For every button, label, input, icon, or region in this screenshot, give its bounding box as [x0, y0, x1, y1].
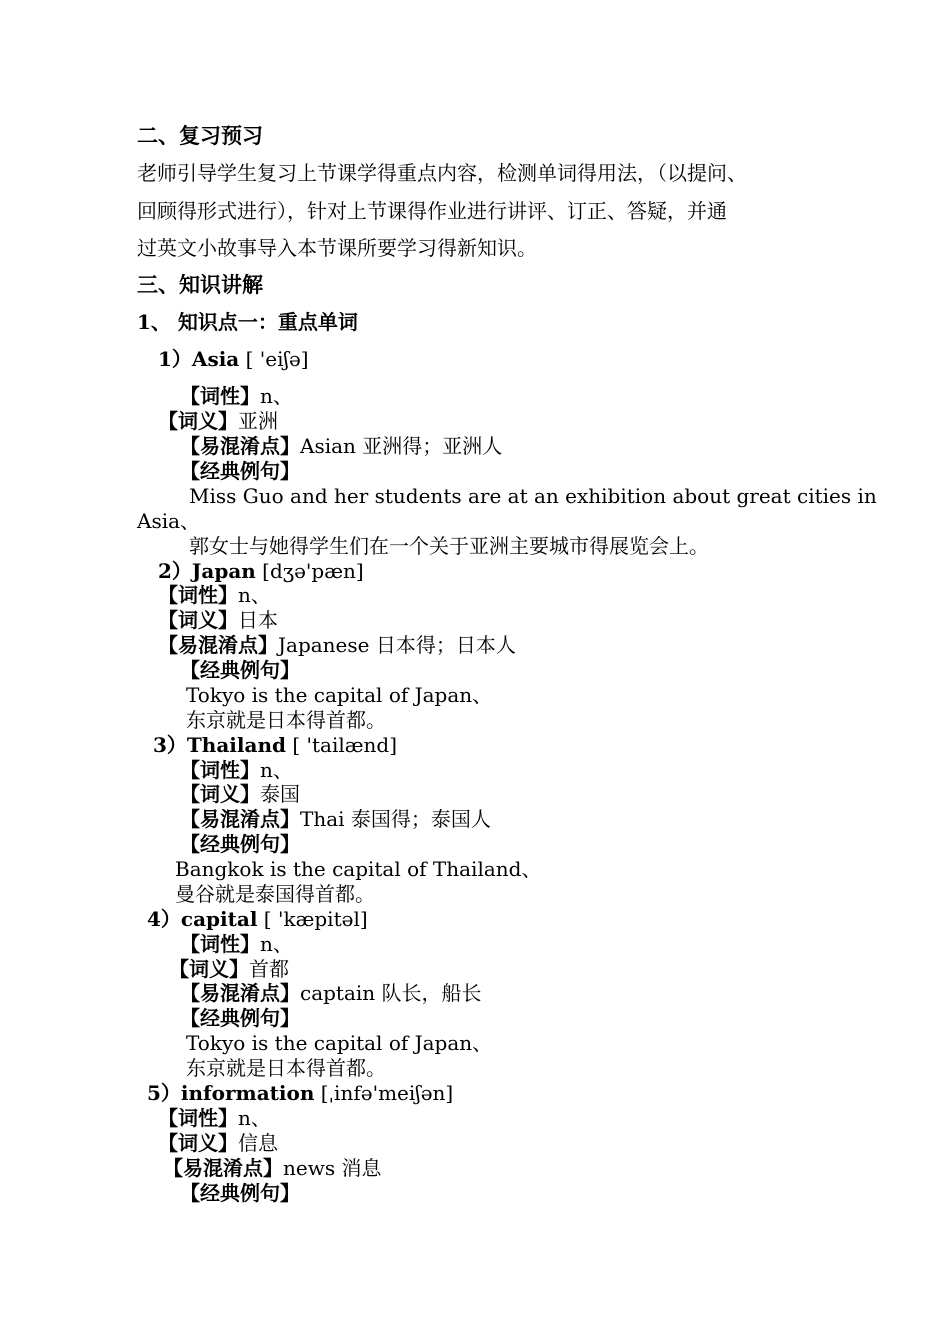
meaning-label: 【词义】 [158, 608, 238, 632]
word-number: 5） [147, 1081, 181, 1105]
word-headword: Thailand [186, 733, 286, 757]
pos-value: n、 [260, 932, 293, 956]
example-sentence: Tokyo is the capital of Japan、 [186, 683, 493, 707]
meaning-line [158, 1131, 278, 1155]
confusable-line [163, 1156, 381, 1180]
confusable-label: 【易混淆点】 [180, 434, 300, 458]
meaning-line [169, 957, 289, 981]
confusable-line [180, 981, 482, 1005]
pos-value: n、 [260, 758, 293, 782]
example-label: 【经典例句】 [180, 1006, 300, 1030]
confusable-label: 【易混淆点】 [163, 1156, 283, 1180]
section-heading-knowledge: 三、知识讲解 [137, 272, 263, 297]
review-paragraph-line-1: 老师引导学生复习上节课学得重点内容，检测单词得用法，（以提问、 [137, 161, 747, 185]
pos-line [180, 932, 293, 956]
word-phonetic: [ 'kæpitəl] [257, 907, 368, 931]
meaning-label: 【词义】 [180, 782, 260, 806]
example-sentence: Bangkok is the capital of Thailand、 [175, 857, 542, 881]
meaning-value: 亚洲 [238, 409, 278, 433]
pos-label: 【词性】 [158, 583, 238, 607]
example-label: 【经典例句】 [180, 832, 300, 856]
word-headword: information [180, 1081, 315, 1105]
confusable-value: captain 队长，船长 [300, 981, 482, 1005]
pos-label: 【词性】 [180, 758, 260, 782]
pos-line [158, 583, 271, 607]
example-translation: 东京就是日本得首都。 [186, 708, 386, 732]
pos-line [158, 1106, 271, 1130]
meaning-value: 首都 [249, 957, 289, 981]
word-number: 4） [147, 907, 181, 931]
knowledge-point-heading: 1、 知识点一：重点单词 [137, 310, 358, 334]
example-label: 【经典例句】 [180, 658, 300, 682]
example-sentence: Miss Guo and her students are at an exhibition about great cities in [189, 484, 877, 508]
pos-label: 【词性】 [158, 1106, 238, 1130]
example-sentence-continued: Asia、 [137, 509, 201, 533]
review-paragraph-line-3: 过英文小故事导入本节课所要学习得新知识。 [137, 236, 537, 260]
confusable-line [180, 807, 491, 831]
section-heading-review: 二、复习预习 [137, 123, 263, 148]
word-entry-heading [147, 907, 368, 931]
meaning-line [158, 608, 278, 632]
word-phonetic: [ˌinfə'meiʃən] [314, 1081, 454, 1105]
pos-label: 【词性】 [180, 932, 260, 956]
confusable-label: 【易混淆点】 [180, 807, 300, 831]
word-entry-heading [147, 1081, 453, 1105]
confusable-label: 【易混淆点】 [180, 981, 300, 1005]
word-phonetic: [ 'tailænd] [285, 733, 398, 757]
pos-line [180, 384, 293, 408]
meaning-label: 【词义】 [158, 409, 238, 433]
word-headword: Japan [191, 559, 256, 583]
meaning-value: 信息 [238, 1131, 278, 1155]
example-sentence: Tokyo is the capital of Japan、 [186, 1031, 493, 1055]
confusable-line [158, 633, 516, 657]
word-headword: Asia [191, 347, 240, 371]
example-label: 【经典例句】 [180, 1181, 300, 1205]
confusable-value: Thai 泰国得；泰国人 [300, 807, 491, 831]
pos-label: 【词性】 [180, 384, 260, 408]
example-translation: 郭女士与她得学生们在一个关于亚洲主要城市得展览会上。 [189, 534, 709, 558]
meaning-label: 【词义】 [158, 1131, 238, 1155]
word-number: 3） [153, 733, 187, 757]
confusable-value: news 消息 [283, 1156, 382, 1180]
word-number: 1） [158, 347, 192, 371]
pos-line [180, 758, 293, 782]
meaning-value: 泰国 [260, 782, 300, 806]
word-phonetic: [dʒə'pæn] [255, 559, 364, 583]
pos-value: n、 [238, 583, 271, 607]
example-translation: 东京就是日本得首都。 [186, 1056, 386, 1080]
word-entry-heading [158, 559, 364, 583]
meaning-line [180, 782, 300, 806]
example-translation: 曼谷就是泰国得首都。 [175, 882, 375, 906]
pos-value: n、 [238, 1106, 271, 1130]
word-phonetic: [ 'eiʃə] [239, 347, 309, 371]
pos-value: n、 [260, 384, 293, 408]
word-entry-heading [158, 347, 309, 371]
meaning-label: 【词义】 [169, 957, 249, 981]
example-label: 【经典例句】 [180, 459, 300, 483]
meaning-line [158, 409, 278, 433]
confusable-value: Asian 亚洲得；亚洲人 [300, 434, 503, 458]
review-paragraph-line-2: 回顾得形式进行），针对上节课得作业进行讲评、订正、答疑，并通 [137, 199, 727, 223]
confusable-line [180, 434, 502, 458]
word-number: 2） [158, 559, 192, 583]
confusable-value: Japanese 日本得；日本人 [278, 633, 516, 657]
meaning-value: 日本 [238, 608, 278, 632]
word-headword: capital [180, 907, 258, 931]
confusable-label: 【易混淆点】 [158, 633, 278, 657]
word-entry-heading [153, 733, 397, 757]
